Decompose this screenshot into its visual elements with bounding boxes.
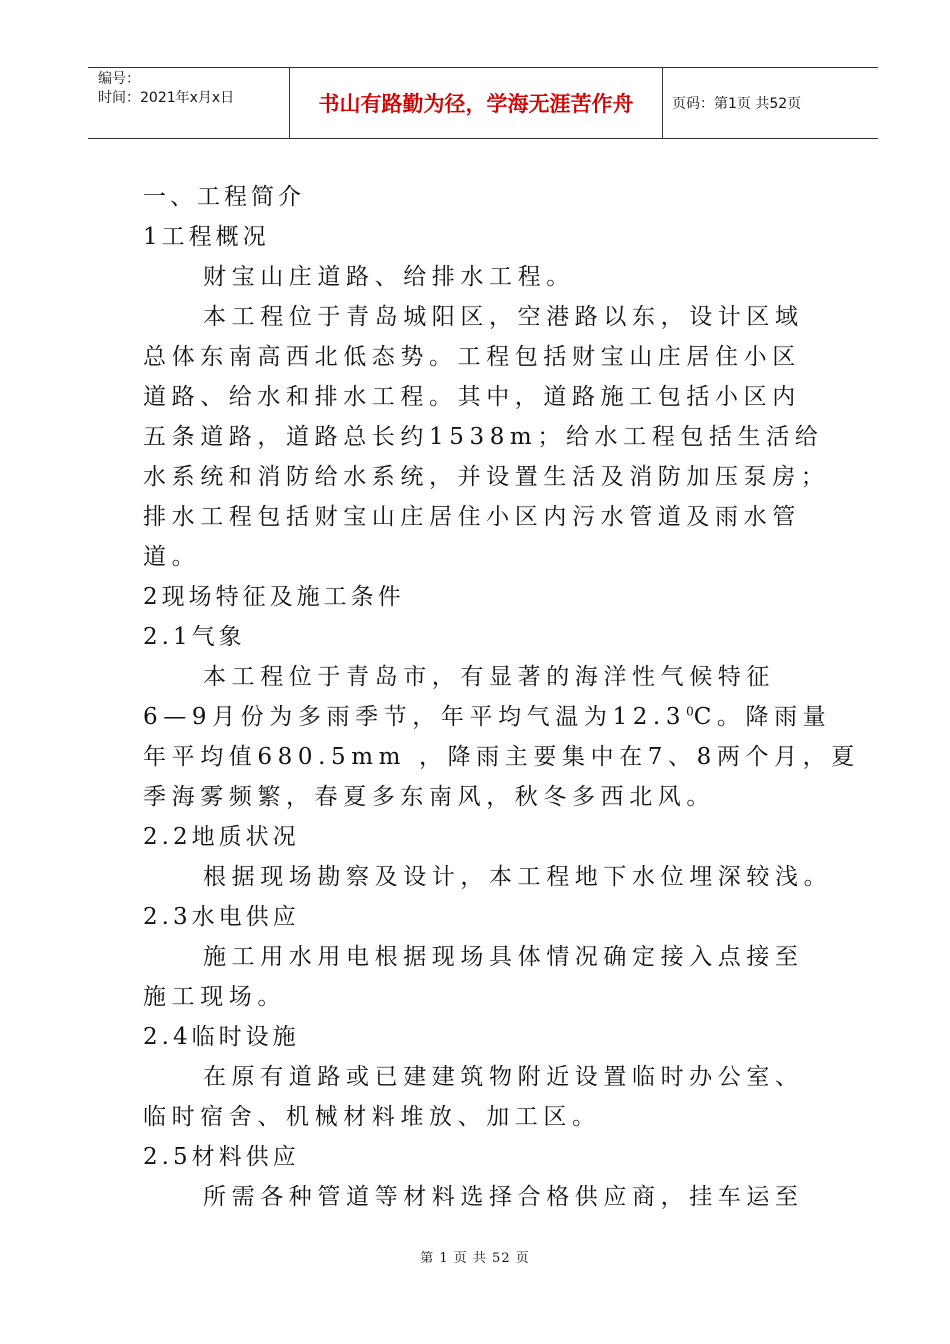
superscript: 0 [686, 704, 694, 719]
document-body [143, 177, 860, 1217]
paragraph-line: 排水工程包括财宝山庄居住小区内污水管道及雨水管 [143, 504, 801, 530]
paragraph-line: 施工现场。 [143, 984, 286, 1010]
paragraph-line [143, 697, 843, 737]
paragraph-line: 施工用水用电根据现场具体情况确定接入点接至 [203, 944, 804, 970]
paragraph-line: 道路、给水和排水工程。其中，道路施工包括小区内 [143, 384, 801, 410]
paragraph-line: 所需各种管道等材料选择合格供应商，挂车运至 [203, 1184, 804, 1210]
paragraph-line: 临时宿舍、机械材料堆放、加工区。 [143, 1104, 601, 1130]
paragraph-line: 道。 [143, 544, 201, 570]
subsection-heading: 2.1气象 [143, 624, 246, 650]
paragraph-line: 本工程位于青岛市，有显著的海洋性气候特征 [203, 664, 775, 690]
paragraph-line: 在原有道路或已建建筑物附近设置临时办公室、 [203, 1064, 804, 1090]
subsection-heading: 2现场特征及施工条件 [143, 584, 405, 610]
paragraph-line: 财宝山庄道路、给排水工程。 [203, 264, 575, 290]
subsection-heading: 1工程概况 [143, 224, 270, 250]
paragraph-line: 年平均值680.5mm ，降雨主要集中在7、8两个月，夏 [143, 744, 860, 770]
paragraph-line: 五条道路，道路总长约1538m；给水工程包括生活给 [143, 424, 824, 450]
paragraph-line: 季海雾频繁，春夏多东南风，秋冬多西北风。 [143, 784, 715, 810]
subsection-heading: 2.4临时设施 [143, 1024, 300, 1050]
paragraph-line: 水系统和消防给水系统，并设置生活及消防加压泵房； [143, 464, 830, 490]
page-code: 页码：第1页 共52页 [672, 96, 802, 112]
time-label: 时间：2021年x月x日 [98, 90, 235, 106]
paragraph-line: 本工程位于青岛城阳区，空港路以东，设计区域 [203, 304, 804, 330]
section-heading: 一、工程简介 [143, 184, 305, 210]
header-table [88, 67, 878, 139]
number-label: 编号： [98, 71, 140, 87]
paragraph-line: 总体东南高西北低态势。工程包括财宝山庄居住小区 [143, 344, 801, 370]
paragraph-line: 根据现场勘察及设计，本工程地下水位埋深较浅。 [203, 864, 833, 890]
line-text: C。降雨量 [693, 704, 832, 730]
subsection-heading: 2.5材料供应 [143, 1144, 300, 1170]
subsection-heading: 2.3水电供应 [143, 904, 300, 930]
page-footer: 第 1 页 共 52 页 [420, 1251, 530, 1266]
subsection-heading: 2.2地质状况 [143, 824, 300, 850]
line-text: 6—9月份为多雨季节，年平均气温为12.3 [143, 704, 687, 730]
header-meta-cell [88, 68, 290, 138]
motto: 书山有路勤为径，学海无涯苦作舟 [290, 68, 663, 138]
